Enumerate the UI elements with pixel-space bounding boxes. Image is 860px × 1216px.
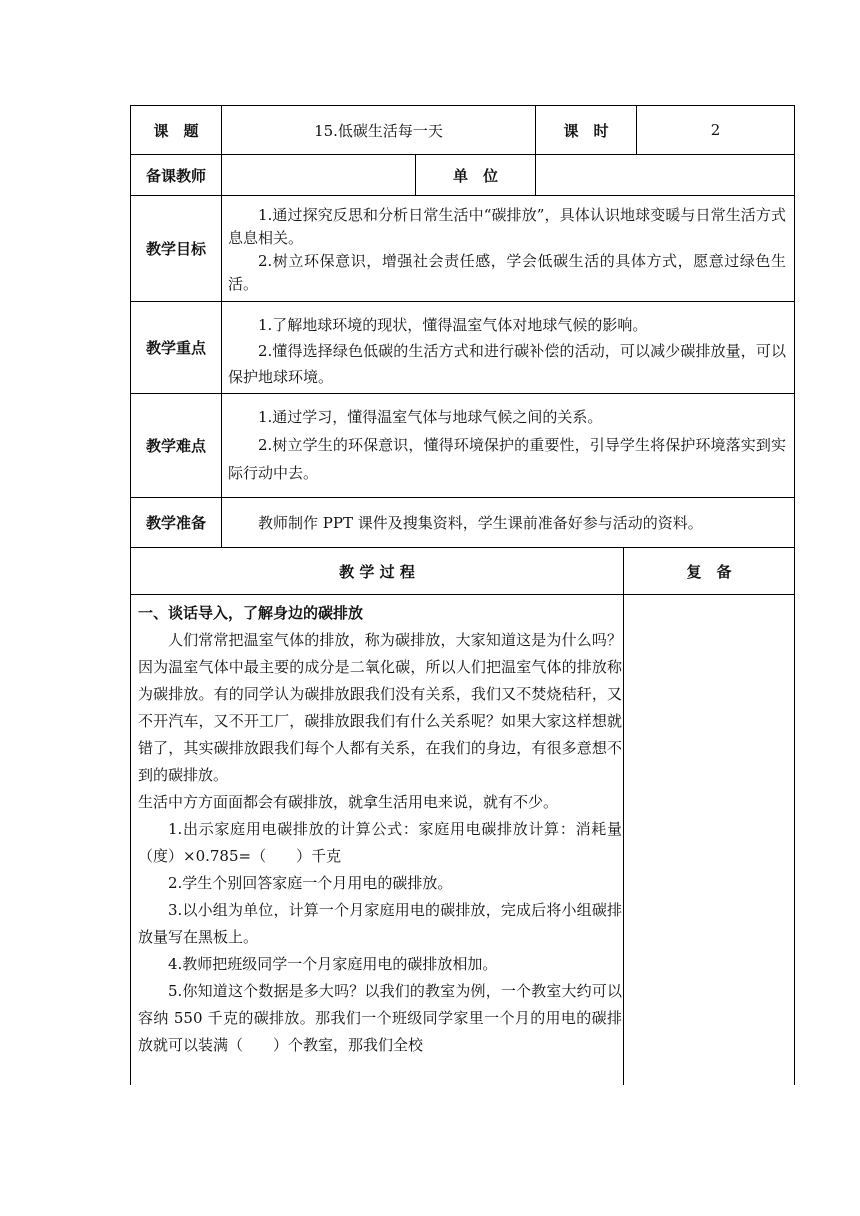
row-divider-4 <box>130 393 795 394</box>
teacher-label: 备课教师 <box>145 166 206 185</box>
revision-header: 复 备 <box>686 562 732 581</box>
row-divider-7 <box>130 594 795 595</box>
objective-item: 1.通过探究反思和分析日常生活中“碳排放”，具体认识地球变暖与日常生活方式息息相关。 <box>228 206 786 247</box>
section-title: 一、谈话导入，了解身边的碳排放 <box>138 604 364 622</box>
topic-label: 课 题 <box>153 121 199 140</box>
topic-value: 15.低碳生活每一天 <box>314 121 443 140</box>
objectives-label: 教学目标 <box>145 240 206 258</box>
process-paragraph: 人们常常把温室气体的排放，称为碳排放，大家知道这是为什么吗？因为温室气体中最主要的成分是二氧化碳，所以人们把温室气体的排放称为碳排放。有的同学认为碳排放跟我们没有关系，我们又不焚烧秸秆，又不开汽车，又不开工厂，碳排放跟我们有什么关系呢？如果大家这样想就错了，其实碳排放跟我们每个人都有关系，在我们的身边，有很多意想不到的碳排放。 <box>138 631 622 784</box>
row-divider-5 <box>130 497 795 498</box>
process-paragraph: 1.出示家庭用电碳排放的计算公式：家庭用电碳排放计算：消耗量（度）×0.785=（ ）千克 <box>138 820 622 865</box>
process-header: 教 学 过 程 <box>339 562 415 581</box>
difficulties-label: 教学难点 <box>145 437 206 455</box>
difficulties-text <box>228 403 786 487</box>
key-point-item: 2.懂得选择绿色低碳的生活方式和进行碳补偿的活动，可以减少碳排放量，可以保护地球环境。 <box>228 342 786 386</box>
process-column-divider <box>623 547 624 1085</box>
process-paragraph: 5.你知道这个数据是多大吗？以我们的教室为例，一个教室大约可以容纳 550 千克的碳排放。那我们一个班级同学家里一个月的用电的碳排放就可以装满（ ）个教室，那我们全校 <box>138 982 622 1054</box>
objectives-text <box>228 204 786 296</box>
periods-label: 课 时 <box>563 121 609 140</box>
process-paragraph: 2.学生个别回答家庭一个月用电的碳排放。 <box>168 874 453 892</box>
unit-value <box>536 155 794 195</box>
difficulty-item: 1.通过学习，懂得温室气体与地球气候之间的关系。 <box>258 408 603 426</box>
difficulty-item: 2.树立学生的环保意识，懂得环境保护的重要性，引导学生将保护环境落实到实际行动中去。 <box>228 436 786 482</box>
process-paragraph: 4.教师把班级同学一个月家庭用电的碳排放相加。 <box>168 955 498 973</box>
table-border-right <box>794 105 795 1085</box>
row-divider-3 <box>130 301 795 302</box>
process-paragraph: 3.以小组为单位，计算一个月家庭用电的碳排放，完成后将小组碳排放量写在黑板上。 <box>138 901 622 946</box>
process-paragraph: 生活中方方面面都会有碳排放，就拿生活用电来说，就有不少。 <box>138 793 559 811</box>
preparation-text <box>228 512 786 535</box>
preparation-item: 教师制作 PPT 课件及搜集资料，学生课前准备好参与活动的资料。 <box>258 514 703 532</box>
unit-label: 单 位 <box>452 166 498 185</box>
objective-item: 2.树立环保意识，增强社会责任感，学会低碳生活的具体方式，愿意过绿色生活。 <box>228 252 786 293</box>
key-point-item: 1.了解地球环境的现状，懂得温室气体对地球气候的影响。 <box>258 316 648 334</box>
periods-value: 2 <box>710 121 721 139</box>
row-divider-2 <box>130 195 795 196</box>
key-points-label: 教学重点 <box>145 339 206 357</box>
teacher-value <box>222 155 415 195</box>
key-points-text <box>228 312 786 390</box>
preparation-label: 教学准备 <box>145 514 206 532</box>
process-body <box>138 600 622 1059</box>
